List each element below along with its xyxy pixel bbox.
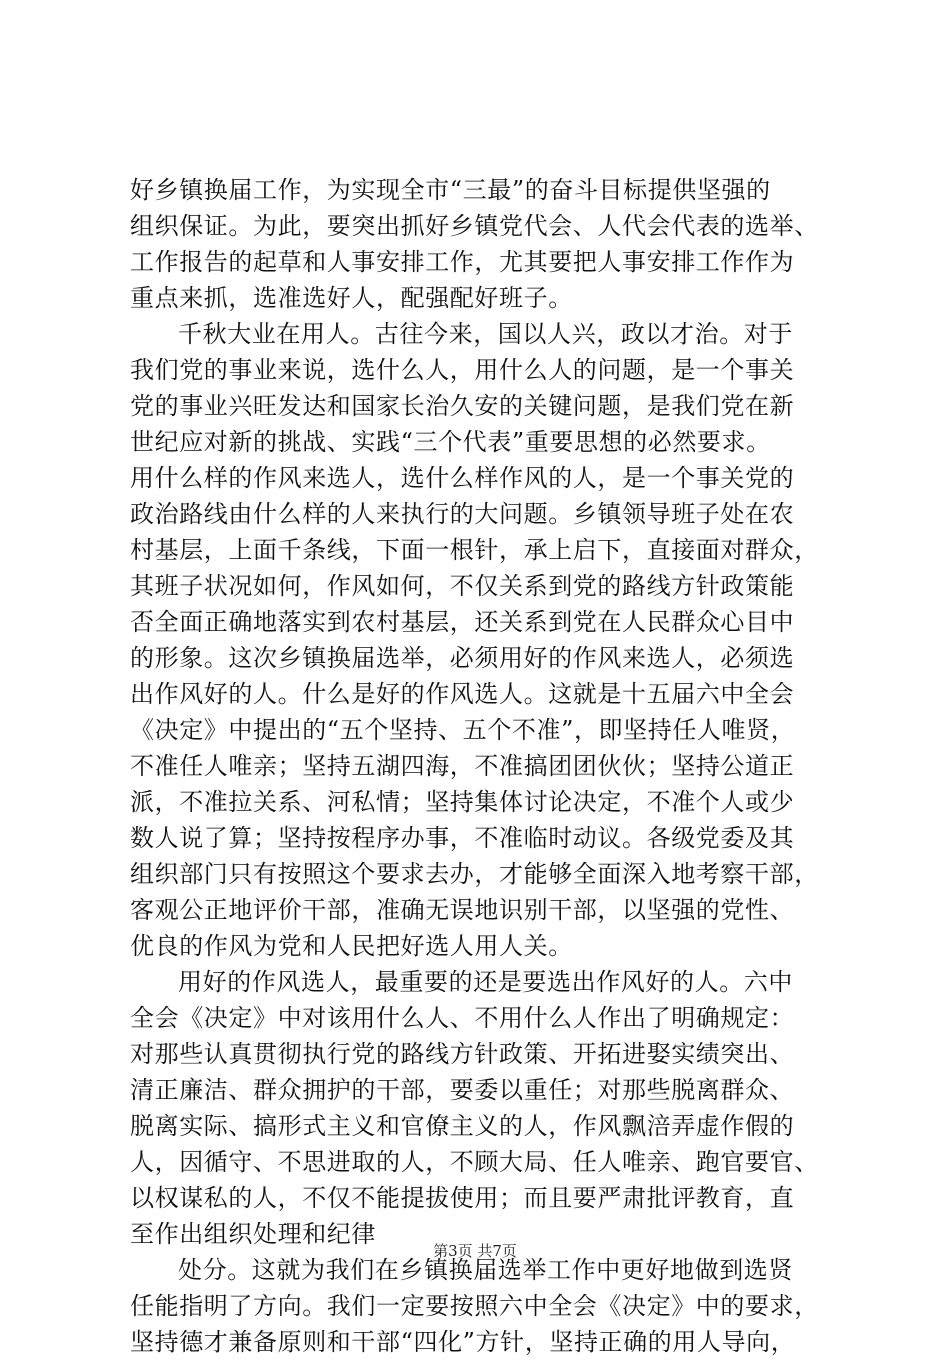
text-line: 工作报告的起草和人事安排工作，尤其要把人事安排工作作为 [130, 248, 795, 276]
text-line: 的形象。这次乡镇换届选举，必须用好的作风来选人，必须选 [130, 644, 795, 672]
text-line: 否全面正确地落实到农村基层，还关系到党在人民群众心目中 [130, 608, 795, 636]
body-text [130, 172, 830, 1360]
text-line: 全会《决定》中对该用什么人、不用什么人作出了明确规定： [130, 1004, 795, 1032]
text-line: 至作出组织处理和纪律 [130, 1220, 376, 1248]
text-line: 优良的作风为党和人民把好选人用人关。 [130, 932, 573, 960]
text-line: 政治路线由什么样的人来执行的大问题。乡镇领导班子处在农 [130, 500, 795, 528]
text-line: 不准任人唯亲；坚持五湖四海，不准搞团团伙伙；坚持公道正 [130, 752, 795, 780]
page-footer [0, 1241, 950, 1261]
text-line: 派，不准拉关系、河私情；坚持集体讨论决定，不准个人或少 [130, 788, 795, 816]
paragraph-start-line: 处分。这就为我们在乡镇换届选举工作中更好地做到选贤 [178, 1256, 793, 1284]
text-line: 坚持德才兼备原则和干部“四化”方针，坚持正确的用人导向， [130, 1328, 796, 1356]
text-line: 重点来抓，选准选好人，配强配好班子。 [130, 284, 573, 312]
text-line: 以权谋私的人，不仅不能提拔使用；而且要严肃批评教育，直 [130, 1184, 795, 1212]
text-line: 脱离实际、搞形式主义和官僚主义的人，作风飘涪弄虚作假的 [130, 1112, 795, 1140]
text-line: 任能指明了方向。我们一定要按照六中全会《决定》中的要求， [130, 1292, 819, 1320]
text-line: 客观公正地评价干部，准确无误地识别干部，以坚强的党性、 [130, 896, 795, 924]
text-line: 我们党的事业来说，选什么人，用什么人的问题，是一个事关 [130, 356, 795, 384]
text-line: 党的事业兴旺发达和国家长治久安的关键问题，是我们党在新 [130, 392, 795, 420]
text-line: 组织保证。为此，要突出抓好乡镇党代会、人代会代表的选举、 [130, 212, 819, 240]
text-line: 用什么样的作风来选人，选什么样作风的人，是一个事关党的 [130, 464, 795, 492]
text-line: 数人说了算；坚持按程序办事，不准临时动议。各级党委及其 [130, 824, 795, 852]
text-line: 《决定》中提出的“五个坚持、五个不准”，即坚持任人唯贤， [130, 716, 796, 744]
text-line: 组织部门只有按照这个要求去办，才能够全面深入地考察干部， [130, 860, 819, 888]
text-line: 人，因循守、不思进取的人，不顾大局、任人唯亲、跑官要官、 [130, 1148, 819, 1176]
text-line: 出作风好的人。什么是好的作风选人。这就是十五届六中全会 [130, 680, 795, 708]
text-line: 世纪应对新的挑战、实践“三个代表”重要思想的必然要求。 [130, 428, 771, 456]
text-line: 其班子状况如何，作风如何，不仅关系到党的路线方针政策能 [130, 572, 795, 600]
paragraph-start-line: 用好的作风选人，最重要的还是要选出作风好的人。六中 [178, 968, 793, 996]
paragraph-start-line: 千秋大业在用人。古往今来，国以人兴，政以才治。对于 [178, 320, 793, 348]
text-line: 村基层，上面千条线，下面一根针，承上启下，直接面对群众， [130, 536, 819, 564]
text-line: 对那些认真贯彻执行党的路线方针政策、开拓进娶实绩突出、 [130, 1040, 795, 1068]
page-number: 第3页 共7页 [433, 1242, 517, 1260]
text-line: 好乡镇换届工作，为实现全市“三最”的奋斗目标提供坚强的 [130, 176, 771, 204]
text-line: 清正廉洁、群众拥护的干部，要委以重任；对那些脱离群众、 [130, 1076, 795, 1104]
